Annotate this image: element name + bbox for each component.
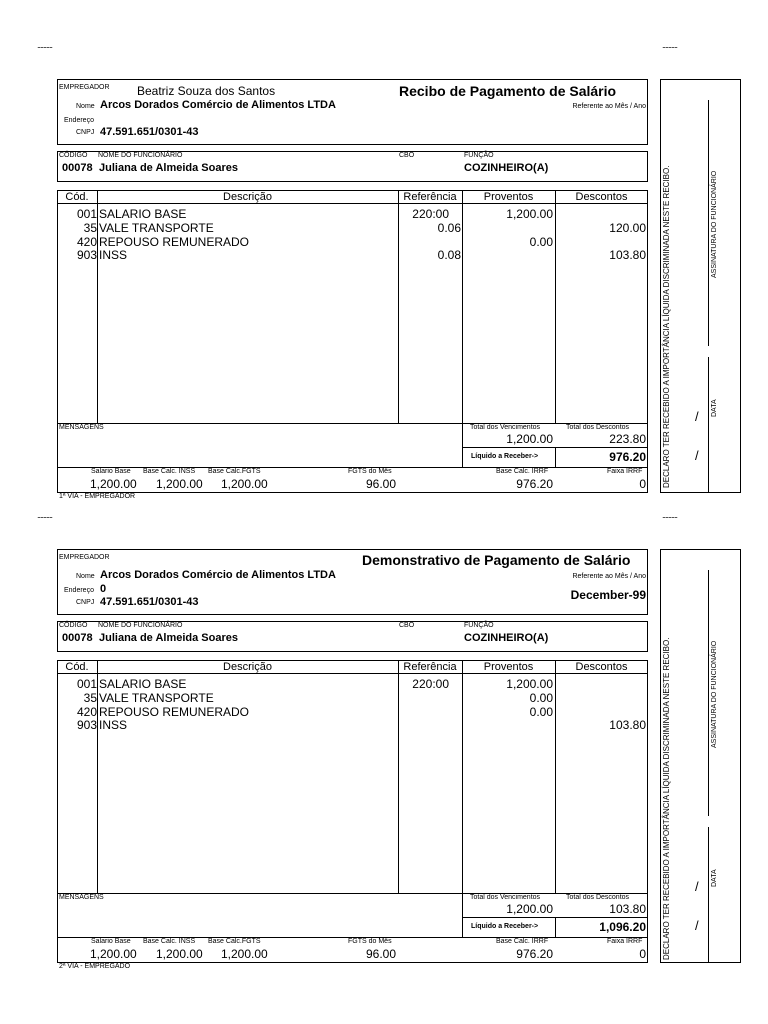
row-desc: VALE TRANSPORTE — [99, 221, 214, 235]
cut-marker-right: .......... — [662, 40, 678, 50]
cbo-label: CBO — [399, 622, 415, 629]
signature-label: ASSINATURA DO FUNCIONÁRIO — [711, 170, 718, 278]
base-fgts-label: Base Calc.FGTS — [208, 468, 261, 475]
codigo-label: CÓDIGO — [59, 622, 88, 629]
total-vencimentos-label: Total dos Vencimentos — [470, 424, 541, 431]
employee-code: 00078 — [62, 162, 93, 174]
header-descontos: Descontos — [575, 191, 628, 203]
row-desc: SALARIO BASE — [99, 677, 187, 691]
row-cod: 420 — [76, 235, 97, 249]
fgts-mes-value: 96.00 — [365, 947, 396, 961]
row-prov: 0.00 — [529, 705, 553, 719]
data-label: DATA — [711, 399, 718, 417]
cbo-label: CBO — [399, 152, 415, 159]
row-desc: INSS — [99, 718, 128, 732]
row-descontos: 103.80 — [609, 718, 646, 732]
total-descontos: 223.80 — [609, 432, 646, 446]
salario-base-value: 1,200.00 — [90, 947, 137, 961]
faixa-irrf-label: Faixa IRRF — [607, 468, 643, 475]
row-cod: 001 — [76, 677, 97, 691]
cnpj-value: 47.591.651/0301-43 — [100, 126, 199, 138]
employee-role: COZINHEIRO(A) — [464, 162, 549, 174]
endereco-label: Endereço — [64, 117, 94, 124]
employee-role: COZINHEIRO(A) — [464, 632, 549, 644]
nome-label: Nome — [76, 103, 95, 110]
fgts-mes-value: 96.00 — [365, 477, 396, 491]
liquido-value: 1,096.20 — [599, 920, 646, 934]
mensagens-label: MENSAGENS — [59, 894, 104, 901]
total-descontos-label: Total dos Descontos — [566, 894, 630, 901]
row-desc: INSS — [99, 248, 128, 262]
total-vencimentos: 1,200.00 — [506, 902, 553, 916]
company-name: Arcos Dorados Comércio de Alimentos LTDA — [100, 99, 336, 111]
reference-label: Referente ao Mês / Ano — [572, 573, 646, 580]
employer-label: EMPREGADOR — [59, 554, 110, 561]
date-slash: / — [695, 879, 699, 894]
faixa-irrf-value: 0 — [639, 947, 646, 961]
period-value: December-99 — [570, 588, 646, 602]
row-cod: 420 — [76, 705, 97, 719]
base-irrf-value: 976.20 — [516, 477, 553, 491]
header-descontos: Descontos — [575, 661, 628, 673]
cnpj-label: CNPJ — [76, 599, 95, 606]
employee-name: Juliana de Almeida Soares — [99, 632, 238, 644]
endereco-value: 0 — [100, 583, 107, 595]
total-vencimentos-label: Total dos Vencimentos — [470, 894, 541, 901]
header-cod: Cód. — [65, 661, 89, 673]
nome-funcionario-label: NOME DO FUNCIONÁRIO — [98, 622, 183, 629]
header-proventos: Proventos — [483, 661, 534, 673]
nome-label: Nome — [76, 573, 95, 580]
salario-base-label: Salario Base — [91, 938, 131, 945]
row-cod: 35 — [83, 221, 97, 235]
row-ref: 220:00 — [412, 677, 449, 691]
cut-marker-right: .......... — [662, 510, 678, 520]
salario-base-value: 1,200.00 — [90, 477, 137, 491]
fgts-mes-label: FGTS do Mês — [348, 938, 392, 945]
date-slash: / — [695, 918, 699, 933]
employee-code: 00078 — [62, 632, 93, 644]
employer-person: Beatriz Souza dos Santos — [137, 84, 276, 98]
base-irrf-value: 976.20 — [516, 947, 553, 961]
row-descontos: 103.80 — [609, 248, 646, 262]
employee-name: Juliana de Almeida Soares — [99, 162, 238, 174]
base-fgts-label: Base Calc.FGTS — [208, 938, 261, 945]
row-cod: 001 — [76, 207, 97, 221]
base-inss-value: 1,200.00 — [156, 947, 203, 961]
base-fgts-value: 1,200.00 — [221, 477, 268, 491]
nome-funcionario-label: NOME DO FUNCIONÁRIO — [98, 152, 183, 159]
faixa-irrf-value: 0 — [639, 477, 646, 491]
total-descontos-label: Total dos Descontos — [566, 424, 630, 431]
row-ref: 0.06 — [437, 221, 461, 235]
row-ref: 0.08 — [437, 248, 461, 262]
signature-panel — [660, 79, 741, 493]
data-label: DATA — [711, 869, 718, 887]
row-desc: VALE TRANSPORTE — [99, 691, 214, 705]
base-irrf-label: Base Calc. IRRF — [496, 938, 549, 945]
declaration-text: DECLARO TER RECEBIDO A IMPORTÂNCIA LÍQUIDA DISCRIMINADA NESTE RECIBO. — [662, 637, 671, 960]
cnpj-value: 47.591.651/0301-43 — [100, 596, 199, 608]
row-descontos: 120.00 — [609, 221, 646, 235]
base-inss-label: Base Calc. INSS — [143, 468, 196, 475]
base-fgts-value: 1,200.00 — [221, 947, 268, 961]
header-proventos: Proventos — [483, 191, 534, 203]
base-irrf-label: Base Calc. IRRF — [496, 468, 549, 475]
row-prov: 0.00 — [529, 235, 553, 249]
receipt-2 — [0, 470, 768, 970]
reference-label: Referente ao Mês / Ano — [572, 103, 646, 110]
employer-label: EMPREGADOR — [59, 84, 110, 91]
company-name: Arcos Dorados Comércio de Alimentos LTDA — [100, 569, 336, 581]
row-cod: 35 — [83, 691, 97, 705]
header-referencia: Referência — [403, 661, 457, 673]
codigo-label: CÓDIGO — [59, 152, 88, 159]
header-descricao: Descrição — [223, 661, 272, 673]
document-title: Demonstrativo de Pagamento de Salário — [362, 552, 631, 568]
total-vencimentos: 1,200.00 — [506, 432, 553, 446]
date-slash: / — [695, 448, 699, 463]
total-descontos: 103.80 — [609, 902, 646, 916]
date-slash: / — [695, 409, 699, 424]
row-cod: 903 — [76, 248, 97, 262]
receipt-1 — [0, 0, 768, 500]
funcao-label: FUNÇÃO — [464, 152, 494, 159]
row-ref: 220:00 — [412, 207, 449, 221]
endereco-label: Endereço — [64, 587, 94, 594]
base-inss-value: 1,200.00 — [156, 477, 203, 491]
salario-base-label: Salario Base — [91, 468, 131, 475]
fgts-mes-label: FGTS do Mês — [348, 468, 392, 475]
cut-marker-left: .......... — [37, 510, 53, 520]
mensagens-label: MENSAGENS — [59, 424, 104, 431]
row-prov: 1,200.00 — [506, 677, 553, 691]
via-label: 2ª VIA - EMPREGADO — [59, 963, 131, 970]
signature-panel — [660, 549, 741, 963]
document-title: Recibo de Pagamento de Salário — [399, 83, 617, 99]
via-label: 1ª VIA - EMPREGADOR — [59, 493, 136, 500]
cnpj-label: CNPJ — [76, 129, 95, 136]
liquido-label: Líquido a Receber-> — [471, 453, 539, 460]
faixa-irrf-label: Faixa IRRF — [607, 938, 643, 945]
funcao-label: FUNÇÃO — [464, 622, 494, 629]
cut-marker-left: .......... — [37, 40, 53, 50]
row-desc: SALARIO BASE — [99, 207, 187, 221]
header-descricao: Descrição — [223, 191, 272, 203]
row-desc: REPOUSO REMUNERADO — [99, 705, 250, 719]
row-cod: 903 — [76, 718, 97, 732]
header-cod: Cód. — [65, 191, 89, 203]
signature-label: ASSINATURA DO FUNCIONÁRIO — [711, 640, 718, 748]
row-desc: REPOUSO REMUNERADO — [99, 235, 250, 249]
declaration-text: DECLARO TER RECEBIDO A IMPORTÂNCIA LÍQUIDA DISCRIMINADA NESTE RECIBO. — [662, 165, 671, 488]
row-prov: 0.00 — [529, 691, 553, 705]
liquido-value: 976.20 — [609, 450, 646, 464]
base-inss-label: Base Calc. INSS — [143, 938, 196, 945]
header-referencia: Referência — [403, 191, 457, 203]
row-prov: 1,200.00 — [506, 207, 553, 221]
liquido-label: Líquido a Receber-> — [471, 923, 539, 930]
